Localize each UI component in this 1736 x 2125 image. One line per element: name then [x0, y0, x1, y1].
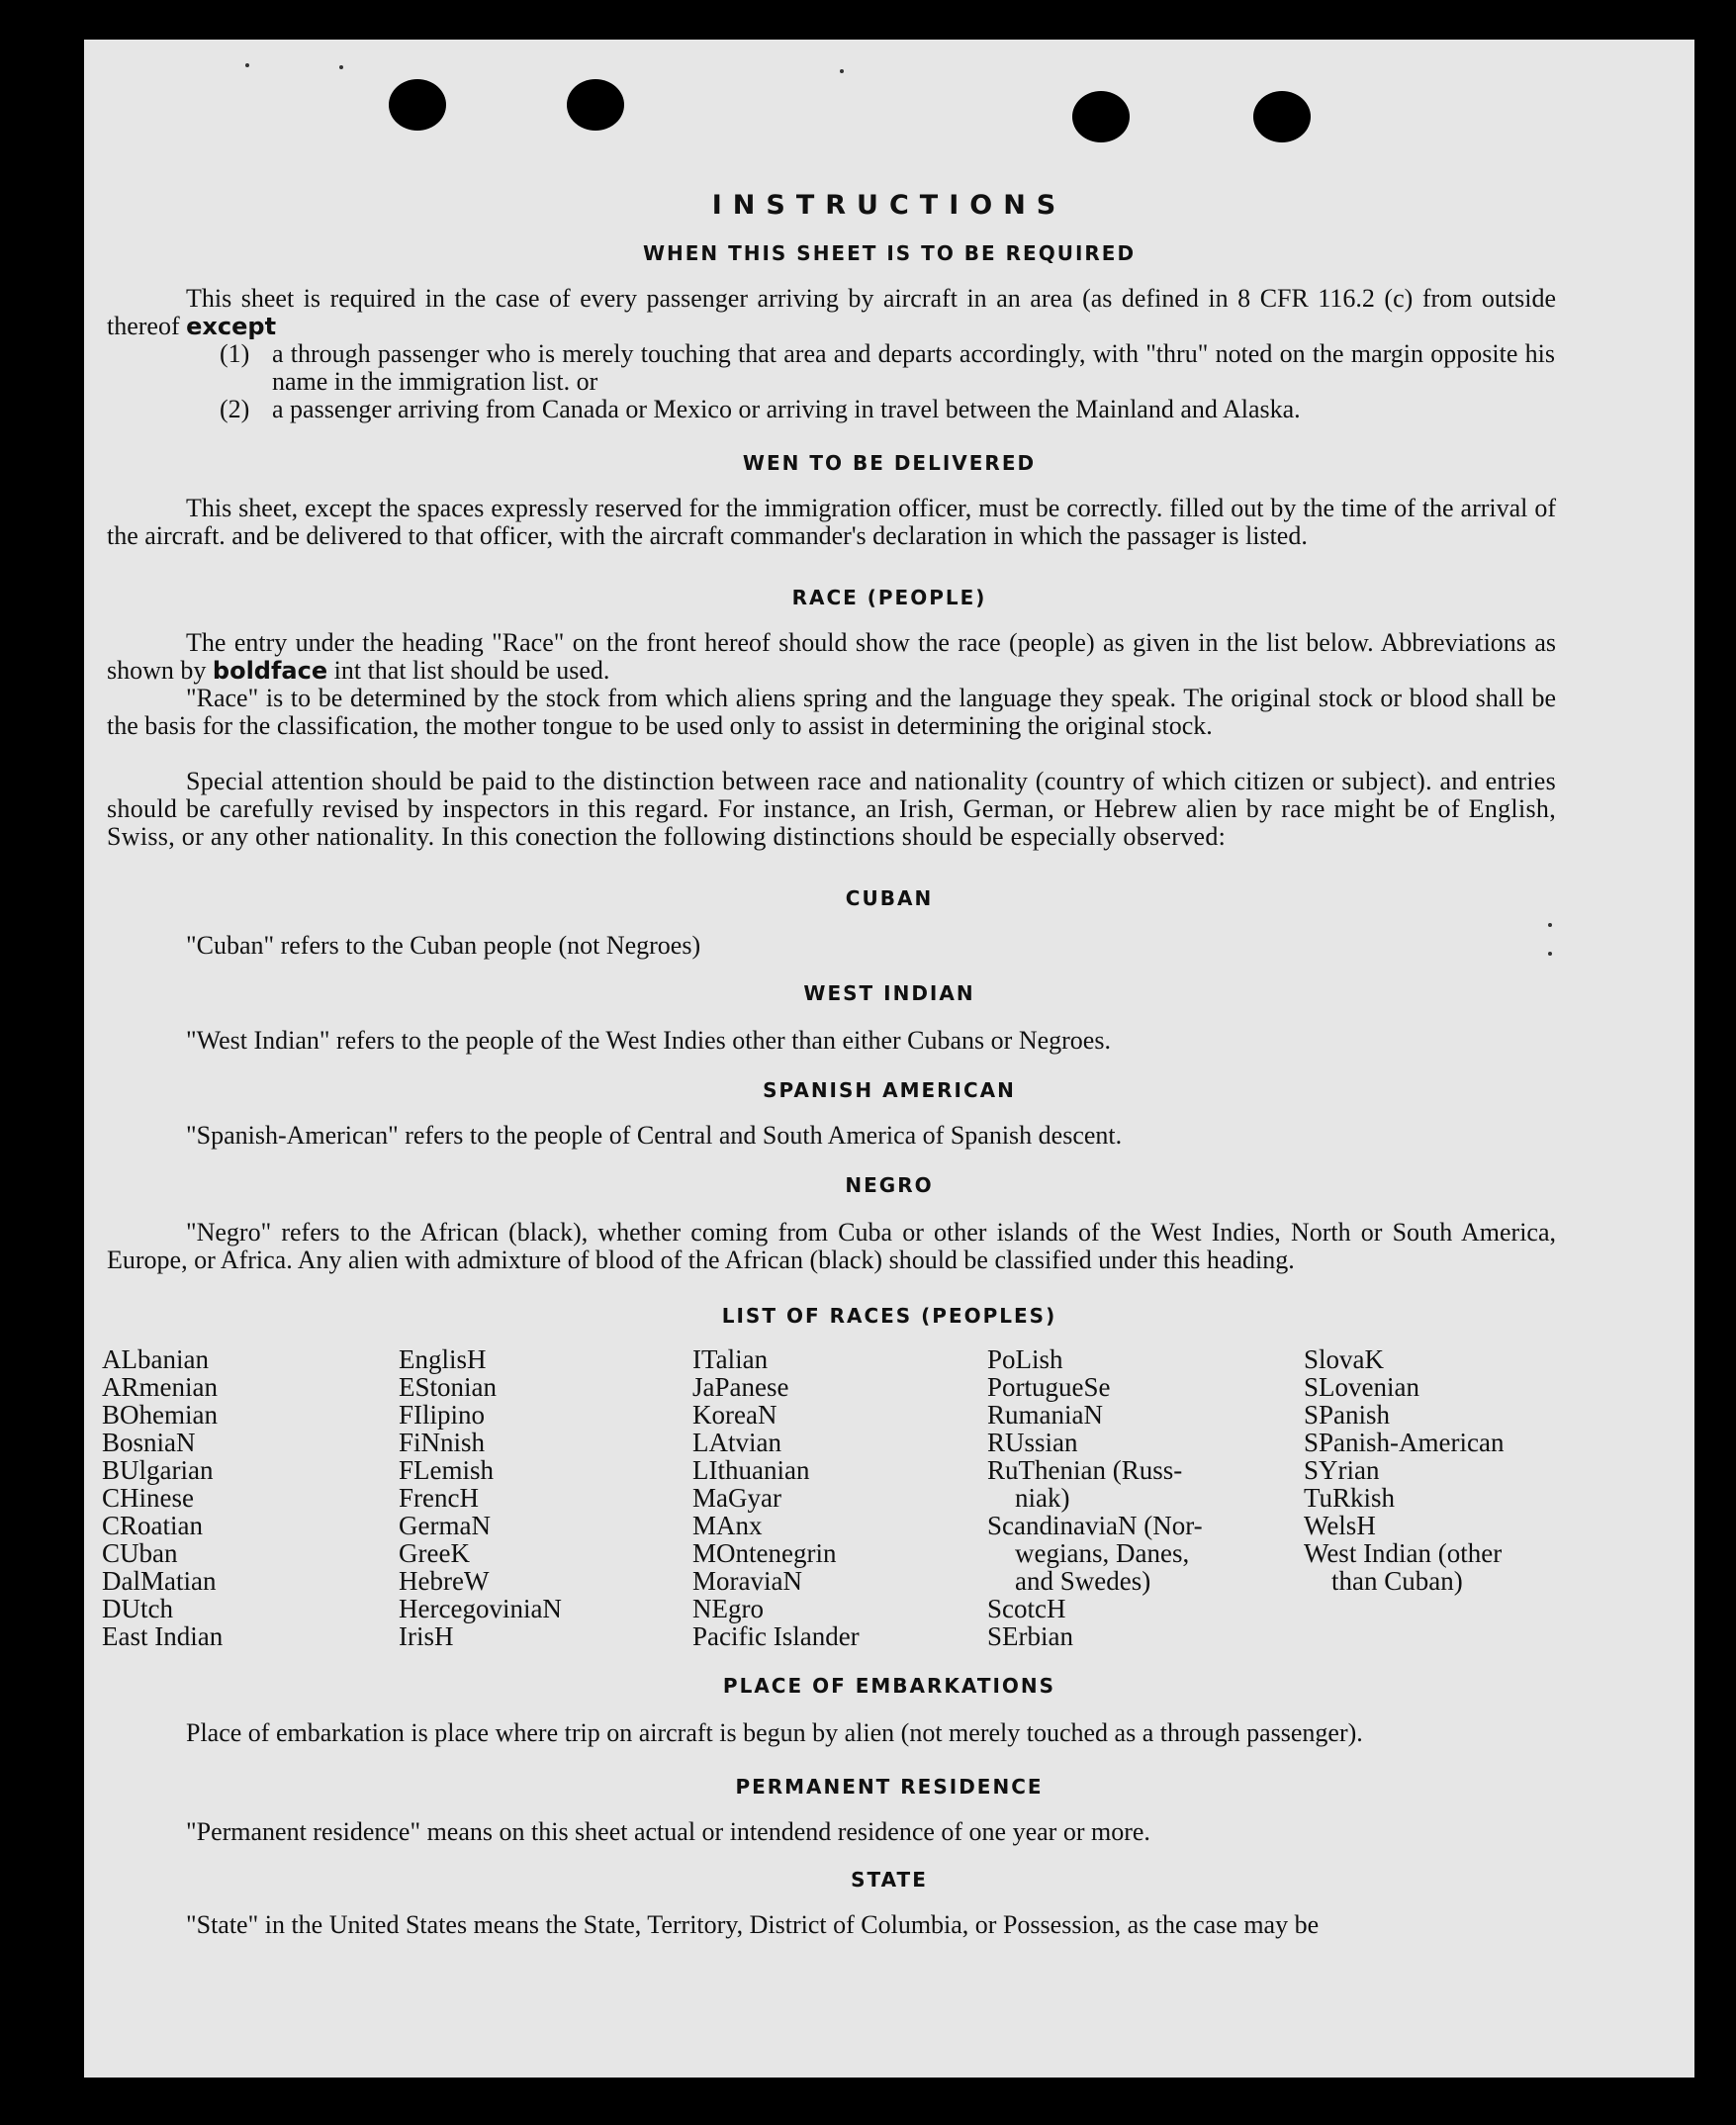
race-entry: DUtch: [102, 1594, 173, 1623]
race-entry: East Indian: [102, 1621, 224, 1651]
heading-state: STATE: [851, 1868, 928, 1892]
race-entry: SErbian: [987, 1621, 1073, 1651]
heading-delivered: WEN TO BE DELIVERED: [742, 451, 1037, 475]
race-entry: HebreW: [399, 1566, 490, 1596]
race-entry: GreeK: [399, 1538, 470, 1568]
race-entry: SlovaK: [1304, 1344, 1384, 1374]
race-entry: ARmenian: [102, 1372, 218, 1402]
delivered-text: This sheet, except the spaces expressly reserved for the immigration officer, must be correctly. filled out by the time of the arrival of the aircraft. and be delivered to that officer, with the aircraft commander's declaration in which the passager is listed.: [107, 494, 1556, 550]
race-entry: CUban: [102, 1538, 178, 1568]
except-bold-word: except: [186, 313, 277, 340]
dust-speck: [339, 65, 343, 69]
race-entry: BUlgarian: [102, 1455, 214, 1485]
race-entry: HercegoviniaN: [399, 1594, 562, 1623]
race-entry: SPanish-American: [1304, 1428, 1505, 1457]
punch-hole: [389, 79, 446, 131]
races-column-1: [102, 1345, 223, 1650]
heading-race: RACE (PEOPLE): [791, 586, 987, 609]
race-entry: IrisH: [399, 1621, 454, 1651]
race-entry: EnglisH: [399, 1344, 487, 1374]
race-entry: NEgro: [692, 1594, 764, 1623]
race-paragraph-1: The entry under the heading "Race" on the front hereof should show the race (people) as given in the list below. Abbreviations as shown by boldface int that list should be used.: [107, 628, 1556, 685]
dust-speck: [245, 63, 249, 67]
heading-spanish-american: SPANISH AMERICAN: [763, 1078, 1016, 1102]
races-column-3: [692, 1345, 860, 1650]
race-paragraph-2: "Race" is to be determined by the stock from which aliens spring and the language they speak. The original stock or blood shall be the basis for the classification, the mother tongue to be used only to assist in determining the original stock.: [107, 684, 1556, 740]
heading-when-required: WHEN THIS SHEET IS TO BE REQUIRED: [642, 241, 1137, 265]
race-entry: RuThenian (Russ-: [987, 1455, 1183, 1485]
required-intro: This sheet is required in the case of every passenger arriving by aircraft in an area (as defined in 8 CFR 116.2 (c) from outside thereof except: [107, 284, 1556, 340]
race-entry: FrencH: [399, 1483, 479, 1513]
exception-item-2: (2) a passenger arriving from Canada or Mexico or arriving in travel between the Mainland and Alaska.: [220, 395, 1301, 423]
race-entry: ITalian: [692, 1344, 769, 1374]
races-column-2: [399, 1345, 562, 1650]
dust-speck: [1548, 952, 1552, 956]
document-sheet: [84, 40, 1694, 2078]
heading-embarkation: PLACE OF EMBARKATIONS: [722, 1674, 1056, 1698]
race-entry: SPanish: [1304, 1400, 1391, 1430]
race-entry: CHinese: [102, 1483, 194, 1513]
race-paragraph-3: Special attention should be paid to the distinction between race and nationality (country of which citizen or subject). and entries should be carefully revised by inspectors in this regard. For instance, an Irish, German, or Hebrew alien by race might be of English, Swiss, or any other nationality. In this conection the following distinctions should be especially observed:: [107, 767, 1556, 851]
race-entry: JaPanese: [692, 1372, 789, 1402]
spanish-american-text: "Spanish-American" refers to the people of Central and South America of Spanish descent.: [186, 1121, 1123, 1150]
race-entry: KoreaN: [692, 1400, 777, 1430]
heading-permanent-residence: PERMANENT RESIDENCE: [735, 1775, 1044, 1799]
embarkation-text: Place of embarkation is place where trip on aircraft is begun by alien (not merely touched as a through passenger).: [186, 1718, 1363, 1747]
punch-hole: [1072, 91, 1130, 142]
race-entry: ScotcH: [987, 1594, 1066, 1623]
race-entry: LAtvian: [692, 1428, 781, 1457]
race-entry: WelsH: [1304, 1511, 1376, 1540]
race-entry: CRoatian: [102, 1511, 203, 1540]
dust-speck: [1548, 923, 1552, 927]
heading-west-indian: WEST INDIAN: [803, 981, 975, 1005]
races-column-4: [987, 1345, 1203, 1650]
west-indian-text: "West Indian" refers to the people of the West Indies other than either Cubans or Negroes.: [186, 1026, 1111, 1055]
race-entry: ALbanian: [102, 1344, 209, 1374]
race-entry: ScandinaviaN (Nor-: [987, 1511, 1203, 1540]
race-entry-continuation: niak): [1015, 1483, 1070, 1513]
race-entry: SLovenian: [1304, 1372, 1419, 1402]
races-column-5: [1304, 1345, 1504, 1595]
race-entry-continuation: wegians, Danes,: [1015, 1538, 1190, 1568]
heading-list-of-races: LIST OF RACES (PEOPLES): [721, 1304, 1057, 1328]
race-entry: LIthuanian: [692, 1455, 810, 1485]
race-entry: Pacific Islander: [692, 1621, 860, 1651]
race-entry: FIlipino: [399, 1400, 486, 1430]
race-entry: TuRkish: [1304, 1483, 1396, 1513]
heading-negro: NEGRO: [845, 1173, 934, 1197]
race-entry: MAnx: [692, 1511, 763, 1540]
race-entry: MaGyar: [692, 1483, 781, 1513]
residence-text: "Permanent residence" means on this sheet actual or intendend residence of one year or more.: [186, 1817, 1150, 1846]
race-entry: West Indian (other: [1304, 1538, 1503, 1568]
race-entry: BosniaN: [102, 1428, 196, 1457]
punch-hole: [567, 79, 624, 131]
race-entry: RUssian: [987, 1428, 1078, 1457]
negro-text: "Negro" refers to the African (black), whether coming from Cuba or other islands of the West Indies, North or South America, Europe, or Africa. Any alien with admixture of blood of the African (black) should be classified under this heading.: [107, 1218, 1556, 1274]
race-entry: BOhemian: [102, 1400, 218, 1430]
heading-cuban: CUBAN: [845, 886, 934, 910]
race-entry: EStonian: [399, 1372, 497, 1402]
state-text: "State" in the United States means the State, Territory, District of Columbia, or Possession, as the case may be: [186, 1910, 1320, 1939]
race-entry: GermaN: [399, 1511, 491, 1540]
race-entry: MoraviaN: [692, 1566, 802, 1596]
race-entry-continuation: than Cuban): [1331, 1566, 1463, 1596]
exception-item-1: (1) a through passenger who is merely touching that area and departs accordingly, with "thru" noted on the margin opposite his name in the immigration list. or: [220, 339, 1555, 396]
race-entry: SYrian: [1304, 1455, 1380, 1485]
race-entry: FLemish: [399, 1455, 495, 1485]
race-entry: PoLish: [987, 1344, 1063, 1374]
race-entry: RumaniaN: [987, 1400, 1103, 1430]
race-entry: FiNnish: [399, 1428, 486, 1457]
race-entry: DalMatian: [102, 1566, 217, 1596]
punch-hole: [1253, 91, 1311, 142]
document-title: INSTRUCTIONS: [711, 190, 1067, 221]
dust-speck: [840, 69, 844, 73]
race-entry-continuation: and Swedes): [1015, 1566, 1151, 1596]
boldface-word: boldface: [212, 657, 328, 685]
race-entry: PortugueSe: [987, 1372, 1111, 1402]
cuban-text: "Cuban" refers to the Cuban people (not Negroes): [186, 931, 701, 960]
race-entry: MOntenegrin: [692, 1538, 837, 1568]
